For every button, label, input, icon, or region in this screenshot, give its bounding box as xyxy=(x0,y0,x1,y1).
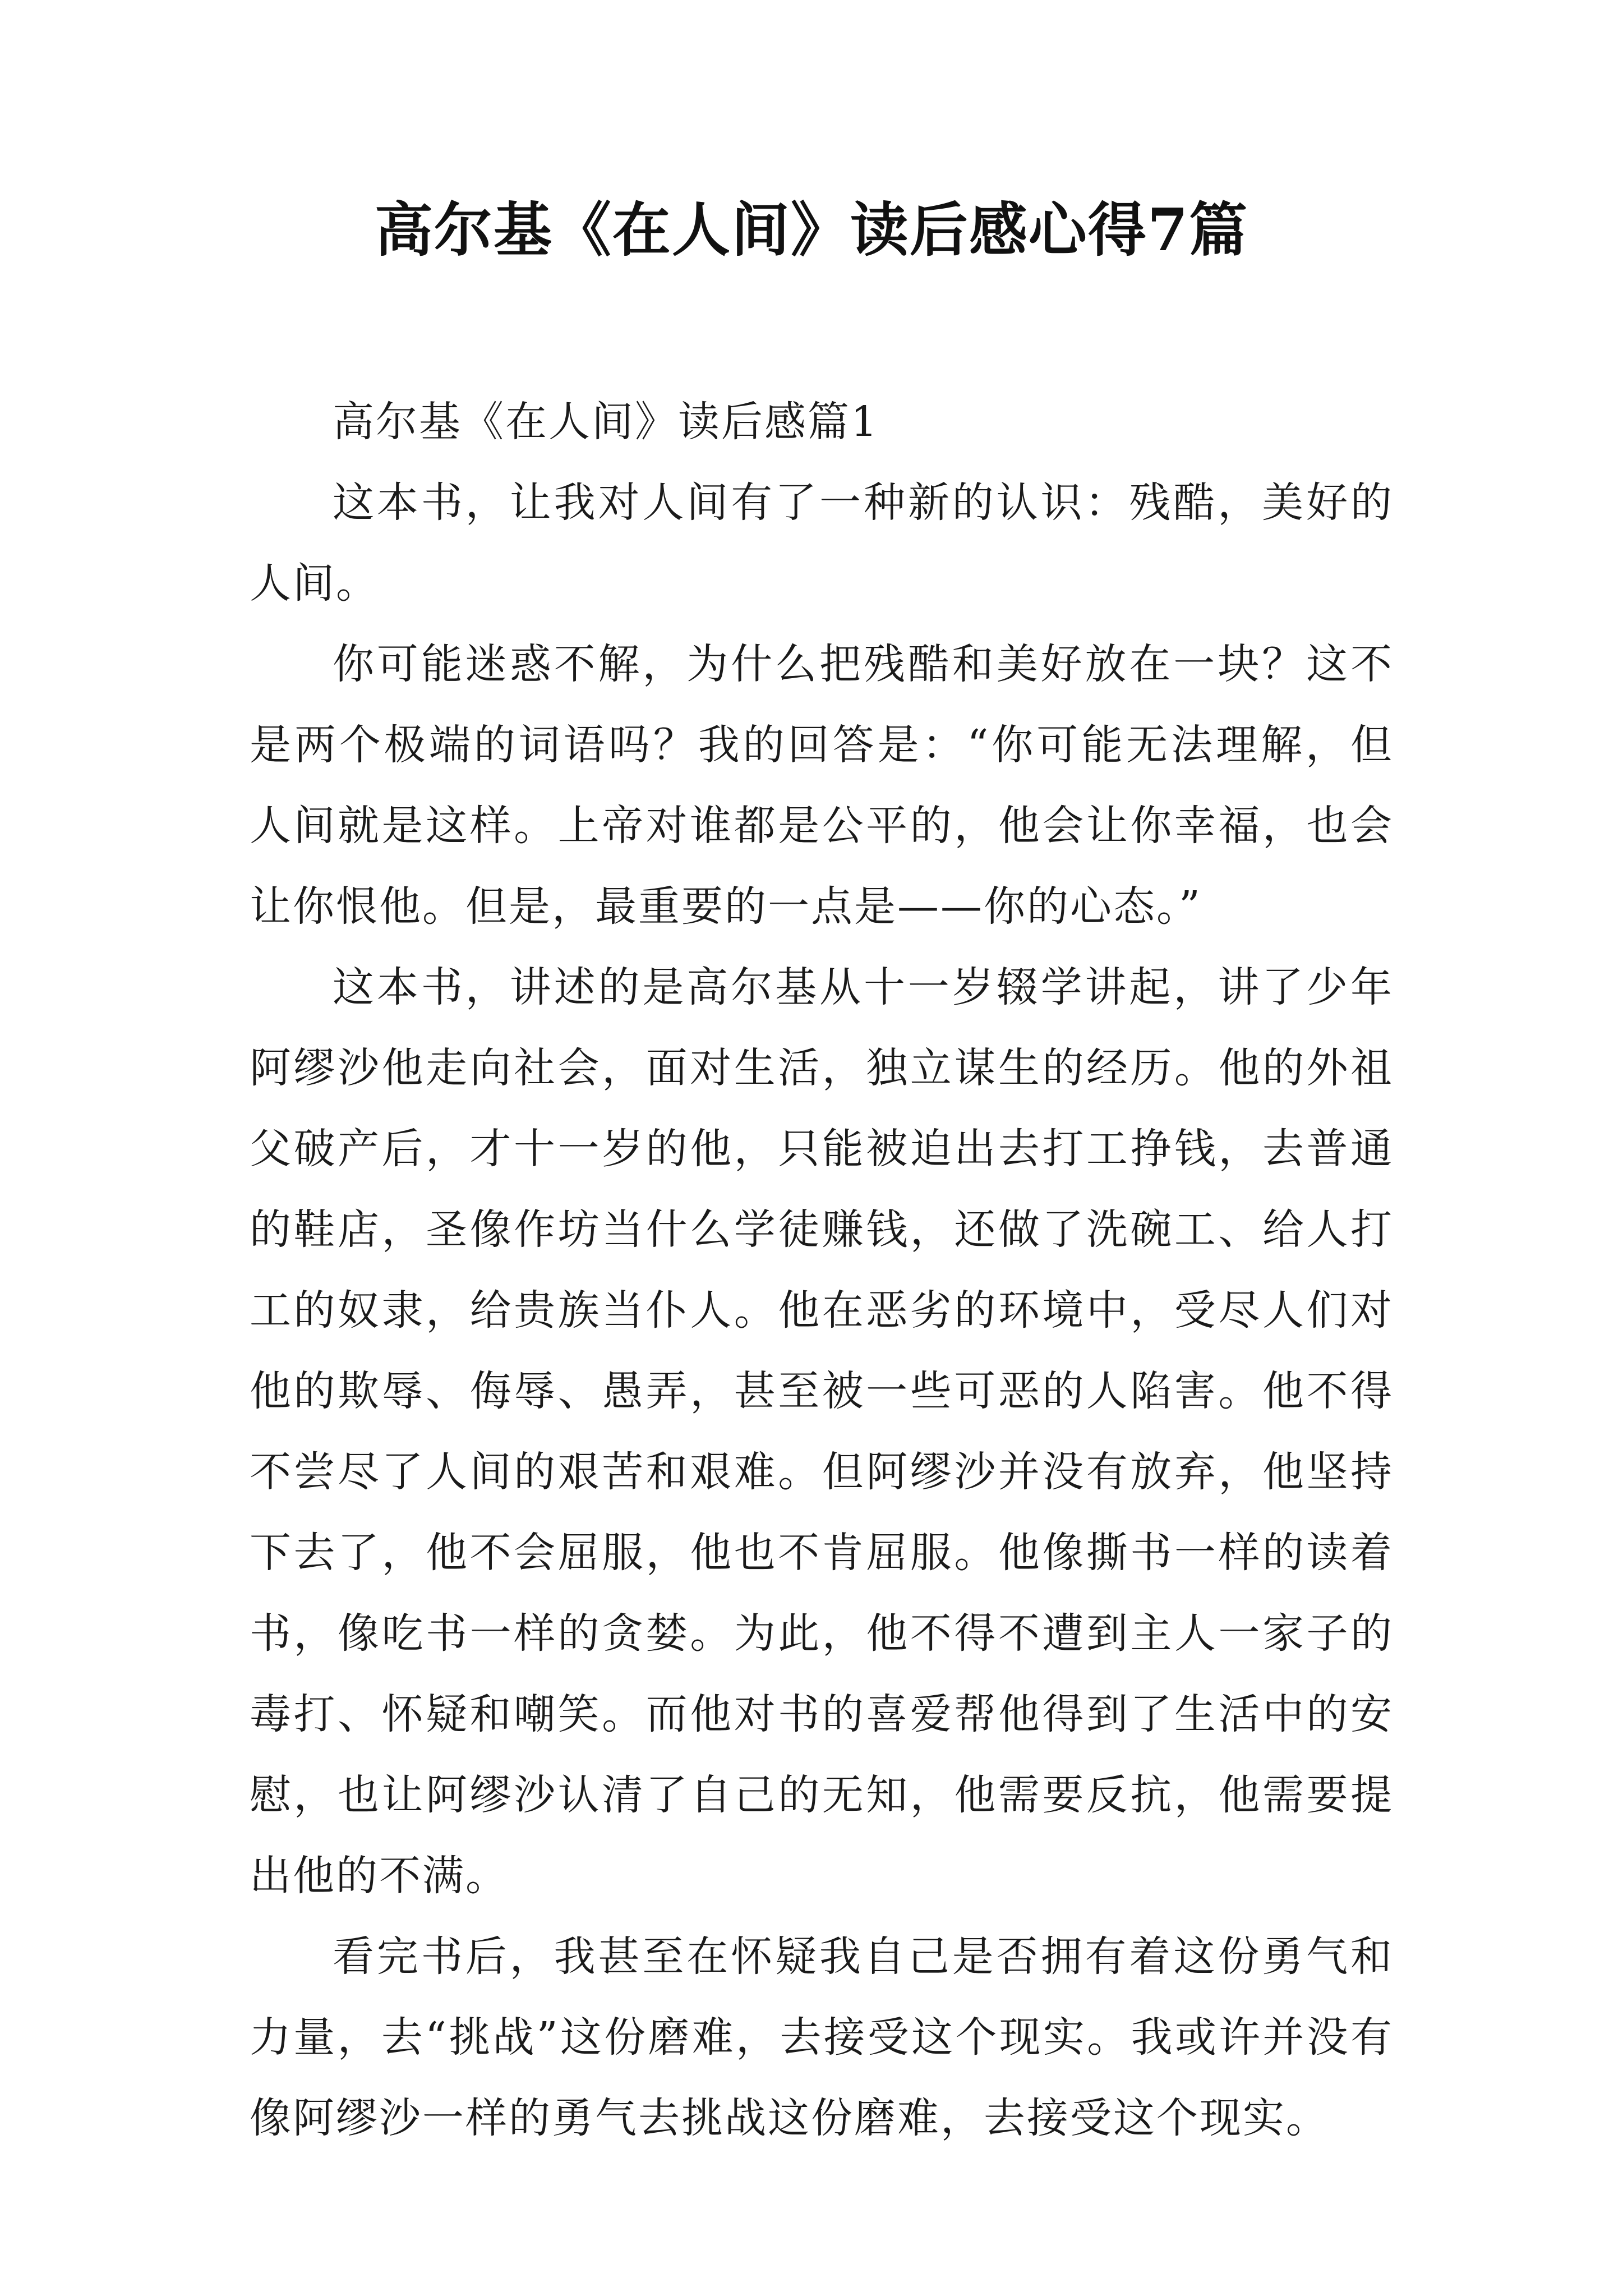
paragraph-heading: 高尔基《在人间》读后感篇1 xyxy=(333,398,879,446)
document-title: 高尔基《在人间》读后感心得7篇 xyxy=(374,195,1249,264)
paragraph: 这本书，讲述的是高尔基从十一岁辍学讲起，讲了少年阿缪沙他走向社会，面对生活，独立谋生的经历。他的外祖父破产后，才十一岁的他，只能被迫出去打工挣钱，去普通的鞋店，圣像作坊当什么学徒赚钱，还做了洗碗工、给人打工的奴隶，给贵族当仆人。他在恶劣的环境中，受尽人们对他的欺辱、侮辱、愚弄，甚至被一些可恶的人陷害。他不得不尝尽了人间的艰苦和艰难。但阿缪沙并没有放弃，他坚持下去了，他不会屈服，他也不肯屈服。他像撕书一样的读着书，像吃书一样的贪婪。为此，他不得不遭到主人一家子的毒打、怀疑和嘲笑。而他对书的喜爱帮他得到了生活中的安慰，也让阿缪沙认清了自己的无知，他需要反抗，他需要提出他的不满。 xyxy=(250,963,1394,1900)
paragraph: 你可能迷惑不解，为什么把残酷和美好放在一块？这不是两个极端的词语吗？我的回答是：“你可能无法理解，但人间就是这样。上帝对谁都是公平的，他会让你幸福，也会让你恨他。但是，最重要的一点是——你的心态。” xyxy=(250,640,1394,931)
document-body xyxy=(250,381,1394,2159)
paragraph: 这本书，让我对人间有了一种新的认识：残酷，美好的人间。 xyxy=(250,478,1394,608)
paragraph: 看完书后，我甚至在怀疑我自己是否拥有着这份勇气和力量，去“挑战”这份磨难，去接受这个现实。我或许并没有像阿缪沙一样的勇气去挑战这份磨难，去接受这个现实。 xyxy=(250,1932,1394,2142)
